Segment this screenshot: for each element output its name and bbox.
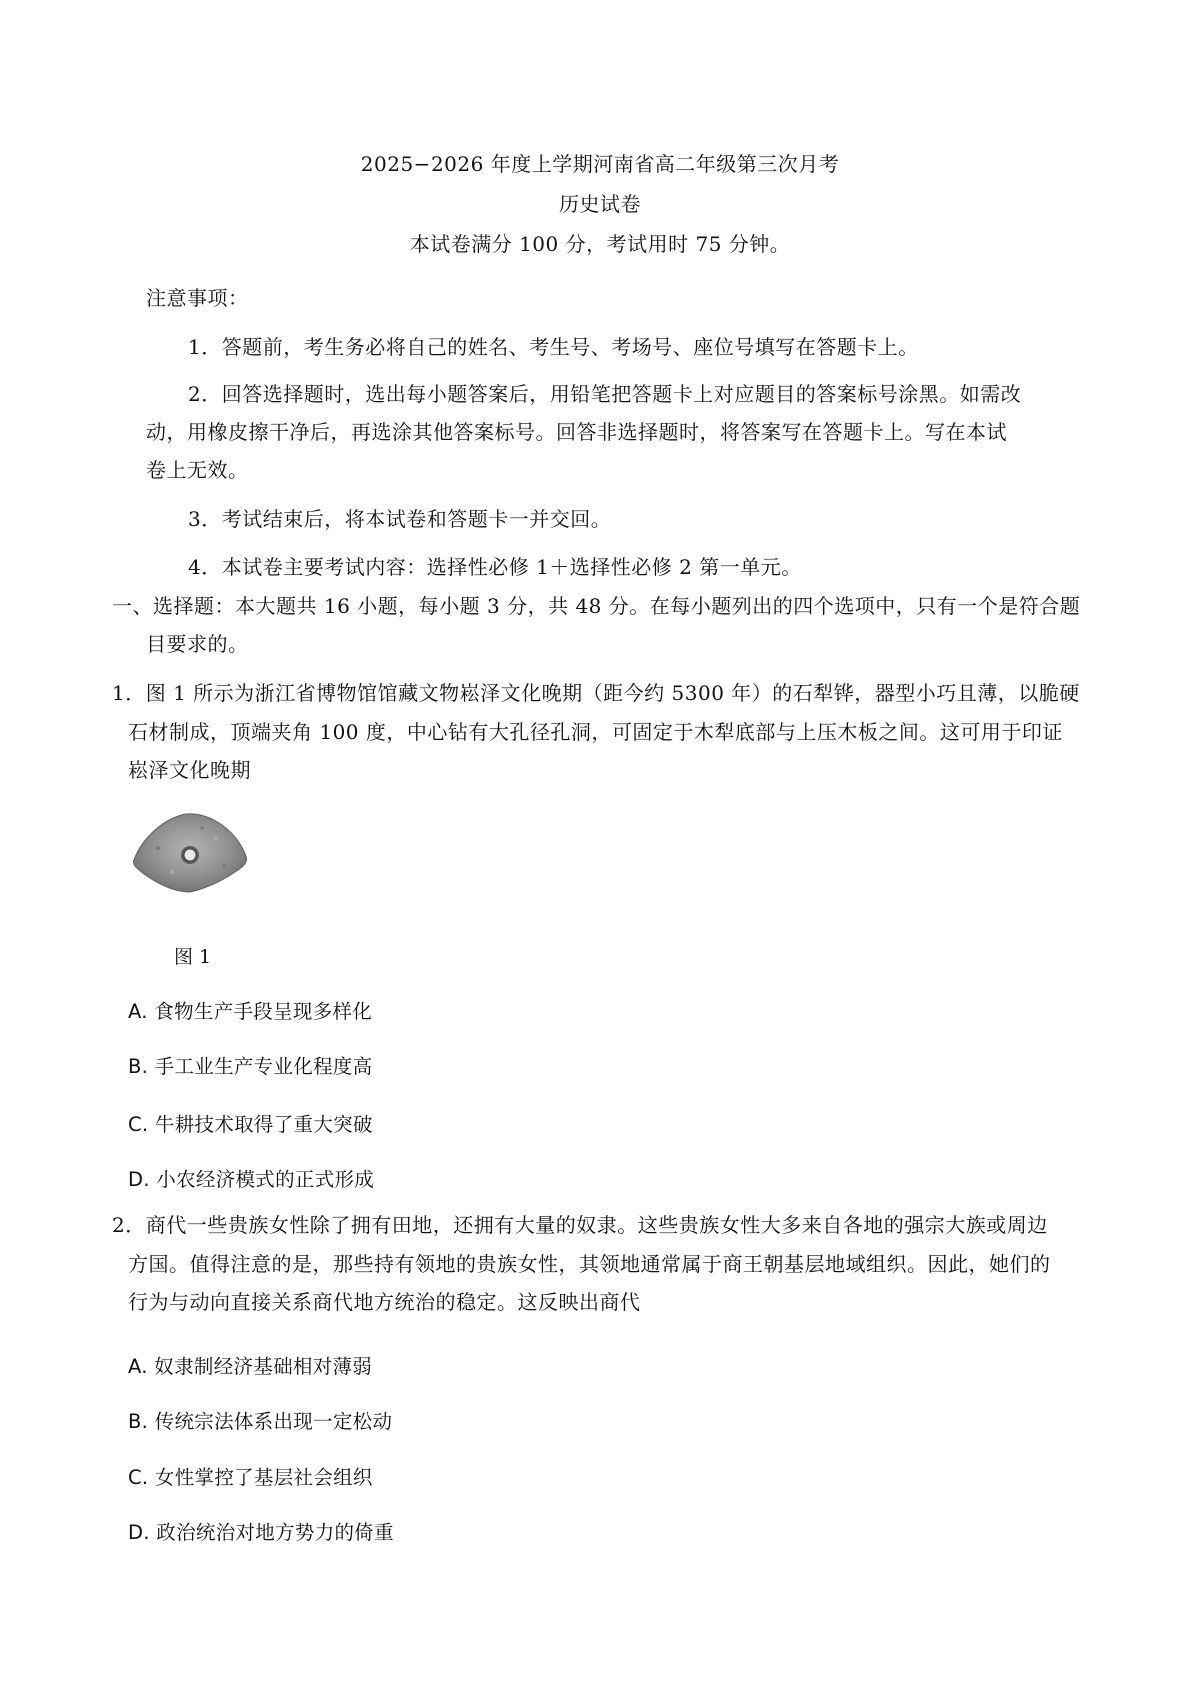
question-2-option-c: C. 女性掌控了基层社会组织 — [128, 1466, 373, 1489]
question-1-line-2: 石材制成，顶端夹角 100 度，中心钻有大孔径孔洞，可固定于木犁底部与上压木板之间。这可用于印证 — [128, 720, 1063, 744]
section-heading-line-2: 目要求的。 — [146, 632, 249, 656]
note-item-3: 3．考试结束后，将本试卷和答题卡一并交回。 — [188, 507, 612, 531]
note-item-1: 1．答题前，考生务必将自己的姓名、考生号、考场号、座位号填写在答题卡上。 — [188, 335, 919, 359]
stone-plowshare-image — [128, 808, 252, 894]
question-2-option-d: D. 政治统治对地方势力的倚重 — [128, 1521, 394, 1544]
exam-subject: 历史试卷 — [559, 192, 641, 216]
question-1-option-b: B. 手工业生产专业化程度高 — [128, 1055, 373, 1078]
question-1-option-d: D. 小农经济模式的正式形成 — [128, 1168, 375, 1191]
question-2-line-3: 行为与动向直接关系商代地方统治的稳定。这反映出商代 — [128, 1290, 641, 1314]
question-2-option-a: A. 奴隶制经济基础相对薄弱 — [128, 1355, 373, 1378]
question-1-line-3: 崧泽文化晚期 — [128, 758, 251, 782]
notes-heading: 注意事项： — [146, 286, 249, 310]
note-item-2-line-1: 2．回答选择题时，选出每小题答案后，用铅笔把答题卡上对应题目的答案标号涂黑。如需改 — [188, 382, 1022, 406]
note-item-4: 4．本试卷主要考试内容：选择性必修 1＋选择性必修 2 第一单元。 — [188, 555, 802, 579]
question-1-line-1: 1．图 1 所示为浙江省博物馆馆藏文物崧泽文化晚期（距今约 5300 年）的石犁铧，器型小巧且薄，以脆硬 — [112, 681, 1080, 705]
note-item-2-line-3: 卷上无效。 — [146, 458, 249, 482]
question-2-line-2: 方国。值得注意的是，那些持有领地的贵族女性，其领地通常属于商王朝基层地域组织。因此，她们的 — [128, 1252, 1051, 1276]
question-2-line-1: 2．商代一些贵族女性除了拥有田地，还拥有大量的奴隶。这些贵族女性大多来自各地的强宗大族或周边 — [112, 1213, 1048, 1237]
question-1-option-a: A. 食物生产手段呈现多样化 — [128, 1000, 373, 1023]
question-1-option-c: C. 牛耕技术取得了重大突破 — [128, 1113, 373, 1136]
figure-1-caption: 图 1 — [174, 946, 212, 968]
section-heading-line-1: 一、选择题：本大题共 16 小题，每小题 3 分，共 48 分。在每小题列出的四个选项中，只有一个是符合题 — [112, 594, 1081, 618]
note-item-2-line-2: 动，用橡皮擦干净后，再选涂其他答案标号。回答非选择题时，将答案写在答题卡上。写在本试 — [146, 420, 1007, 444]
exam-info: 本试卷满分 100 分，考试用时 75 分钟。 — [409, 232, 791, 256]
exam-title: 2025−2026 年度上学期河南省高二年级第三次月考 — [360, 152, 840, 176]
question-2-option-b: B. 传统宗法体系出现一定松动 — [128, 1410, 393, 1433]
